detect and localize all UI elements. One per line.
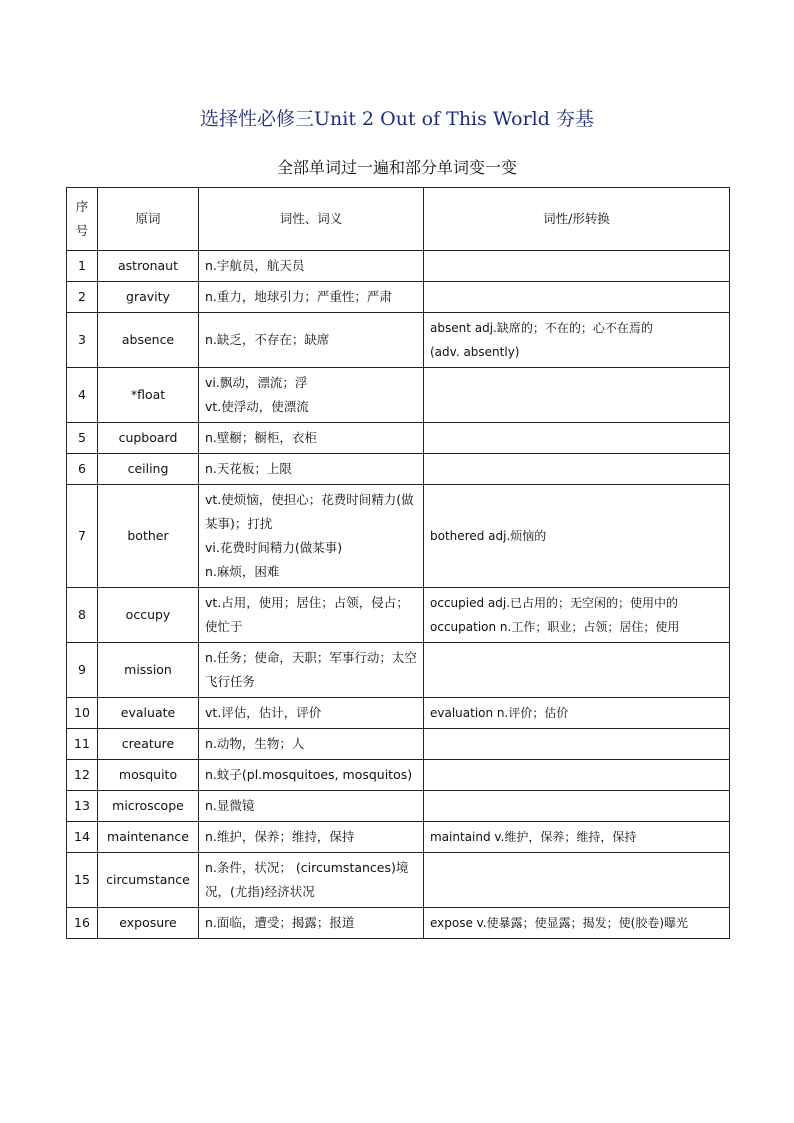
row-meaning-cell — [199, 729, 424, 760]
meaning-line: vt.评估，估计，评价 — [205, 705, 322, 720]
row-number-cell: 12 — [67, 760, 98, 791]
header-meaning: 词性、词义 — [199, 188, 424, 251]
row-number-cell: 1 — [67, 251, 98, 282]
row-transform-cell — [424, 368, 730, 423]
meaning-line: n.壁橱；橱柜，衣柜 — [205, 430, 317, 445]
table-row — [67, 791, 730, 822]
transform-line: bothered adj.烦恼的 — [430, 529, 547, 543]
meaning-line: n.动物，生物；人 — [205, 736, 305, 751]
row-word-cell: creature — [98, 729, 199, 760]
table-row — [67, 282, 730, 313]
row-word-cell: gravity — [98, 282, 199, 313]
row-meaning-cell — [199, 368, 424, 423]
table-row — [67, 822, 730, 853]
meaning-line: n.条件，状况； (circumstances)境况，(尤指)经济状况 — [205, 860, 409, 899]
transform-line: absent adj.缺席的；不在的；心不在焉的 — [430, 321, 653, 335]
table-row — [67, 454, 730, 485]
row-meaning-cell — [199, 698, 424, 729]
row-meaning-cell — [199, 251, 424, 282]
transform-line: occupied adj.已占用的；无空闲的；使用中的 — [430, 596, 679, 610]
document-title: 选择性必修三Unit 2 Out of This World 夯基 — [200, 108, 594, 130]
row-transform-cell — [424, 423, 730, 454]
row-number-cell: 2 — [67, 282, 98, 313]
row-word-cell: exposure — [98, 908, 199, 939]
row-transform-cell — [424, 853, 730, 908]
meaning-line: n.任务；使命，天职；军事行动；太空飞行任务 — [205, 650, 417, 689]
row-transform-cell — [424, 313, 730, 368]
row-word-cell: ceiling — [98, 454, 199, 485]
row-transform-cell — [424, 485, 730, 588]
row-number-cell: 11 — [67, 729, 98, 760]
meaning-line: n.维护，保养；维持，保持 — [205, 829, 355, 844]
row-transform-cell — [424, 282, 730, 313]
row-transform-cell — [424, 729, 730, 760]
row-number-cell: 10 — [67, 698, 98, 729]
meaning-line: n.缺乏，不存在；缺席 — [205, 332, 330, 347]
row-meaning-cell — [199, 643, 424, 698]
row-number-cell: 3 — [67, 313, 98, 368]
row-number-cell: 8 — [67, 588, 98, 643]
table-row — [67, 588, 730, 643]
table-row — [67, 729, 730, 760]
transform-line: maintaind v.维护，保养；维持，保持 — [430, 830, 637, 844]
table-row — [67, 698, 730, 729]
row-number-cell: 9 — [67, 643, 98, 698]
table-row — [67, 853, 730, 908]
table-row — [67, 908, 730, 939]
row-word-cell: evaluate — [98, 698, 199, 729]
meaning-line: vt.占用，使用；居住；占领，侵占；使忙于 — [205, 595, 409, 634]
meaning-line: vi.花费时间精力(做某事) — [205, 540, 343, 555]
transform-line: (adv. absently) — [430, 345, 520, 359]
transform-line: occupation n.工作；职业；占领；居住；使用 — [430, 620, 680, 634]
row-number-cell: 6 — [67, 454, 98, 485]
meaning-line: n.蚊子(pl.mosquitoes, mosquitos) — [205, 767, 413, 782]
row-meaning-cell — [199, 485, 424, 588]
row-word-cell: *float — [98, 368, 199, 423]
row-meaning-cell — [199, 454, 424, 485]
table-row — [67, 643, 730, 698]
row-meaning-cell — [199, 908, 424, 939]
row-number-cell: 16 — [67, 908, 98, 939]
row-meaning-cell — [199, 822, 424, 853]
row-word-cell: absence — [98, 313, 199, 368]
row-word-cell: cupboard — [98, 423, 199, 454]
row-number-cell: 14 — [67, 822, 98, 853]
row-number-cell: 7 — [67, 485, 98, 588]
meaning-line: n.天花板；上限 — [205, 461, 292, 476]
row-meaning-cell — [199, 853, 424, 908]
row-meaning-cell — [199, 760, 424, 791]
row-meaning-cell — [199, 588, 424, 643]
row-transform-cell — [424, 908, 730, 939]
table-row — [67, 368, 730, 423]
table-row — [67, 485, 730, 588]
transform-line: expose v.使暴露；使显露；揭发；使(胶卷)曝光 — [430, 916, 689, 930]
table-row — [67, 423, 730, 454]
row-word-cell: maintenance — [98, 822, 199, 853]
table-row — [67, 251, 730, 282]
row-transform-cell — [424, 251, 730, 282]
row-word-cell: mission — [98, 643, 199, 698]
header-transform: 词性/形转换 — [424, 188, 730, 251]
row-meaning-cell — [199, 282, 424, 313]
table-header-row — [67, 188, 730, 251]
meaning-line: n.显微镜 — [205, 798, 255, 813]
row-word-cell: circumstance — [98, 853, 199, 908]
transform-line: evaluation n.评价；估价 — [430, 706, 569, 720]
table-row — [67, 313, 730, 368]
header-word: 原词 — [98, 188, 199, 251]
row-word-cell: microscope — [98, 791, 199, 822]
row-transform-cell — [424, 588, 730, 643]
row-transform-cell — [424, 791, 730, 822]
row-transform-cell — [424, 822, 730, 853]
meaning-line: vi.飘动，漂流；浮 — [205, 375, 308, 390]
row-transform-cell — [424, 760, 730, 791]
document-subtitle: 全部单词过一遍和部分单词变一变 — [276, 158, 517, 177]
row-meaning-cell — [199, 791, 424, 822]
meaning-line: n.宇航员，航天员 — [205, 258, 305, 273]
meaning-line: vt.使烦恼，使担心；花费时间精力(做某事)；打扰 — [205, 492, 414, 531]
row-transform-cell — [424, 643, 730, 698]
row-word-cell: bother — [98, 485, 199, 588]
row-number-cell: 15 — [67, 853, 98, 908]
row-transform-cell — [424, 454, 730, 485]
row-word-cell: occupy — [98, 588, 199, 643]
row-number-cell: 5 — [67, 423, 98, 454]
meaning-line: vt.使浮动，使漂流 — [205, 399, 309, 414]
row-word-cell: mosquito — [98, 760, 199, 791]
vocabulary-table — [66, 187, 730, 939]
meaning-line: n.重力，地球引力；严重性；严肃 — [205, 289, 392, 304]
row-meaning-cell — [199, 423, 424, 454]
row-meaning-cell — [199, 313, 424, 368]
row-word-cell: astronaut — [98, 251, 199, 282]
row-number-cell: 13 — [67, 791, 98, 822]
table-row — [67, 760, 730, 791]
meaning-line: n.麻烦，困难 — [205, 564, 280, 579]
row-number-cell: 4 — [67, 368, 98, 423]
meaning-line: n.面临，遭受；揭露；报道 — [205, 915, 355, 930]
row-transform-cell — [424, 698, 730, 729]
header-number: 序号 — [67, 188, 98, 251]
